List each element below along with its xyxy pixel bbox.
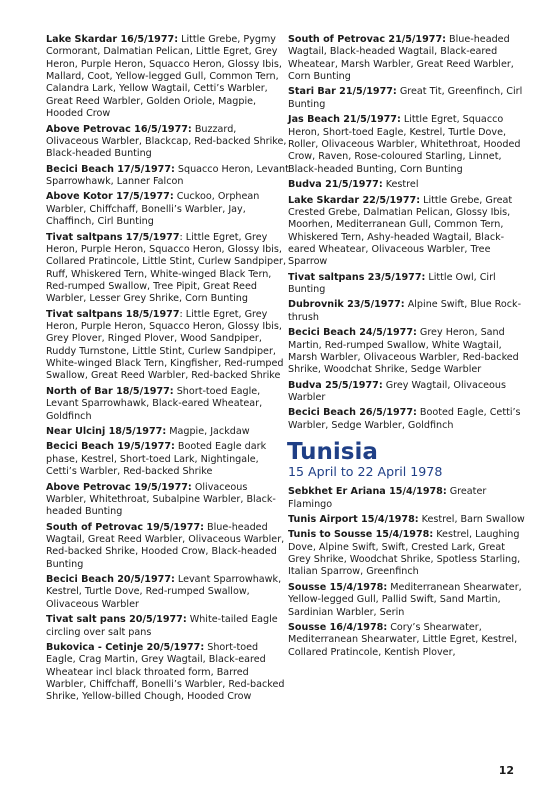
entry-species: Kestrel, Laughing Dove, Alpine Swift, Swift, Crested Lark, Great Grey Shrike, Woodchat Shrike, Spotless Starling, Italian Sparrow, Greenfinch	[288, 529, 521, 578]
sighting-entry	[288, 407, 528, 432]
sighting-entry	[288, 514, 528, 526]
sighting-entry	[46, 309, 290, 383]
entry-species: Blue-headed Wagtail, Black-headed Wagtail, Black-eared Wheatear, Marsh Warbler, Great Reed Warbler, Corn Bunting	[288, 34, 514, 83]
right-column	[288, 34, 528, 662]
section-dates: 15 April to 22 April 1978	[288, 464, 443, 480]
entry-species: Great Tit, Greenfinch, Cirl Bunting	[288, 86, 523, 110]
entry-species: White-tailed Eagle circling over salt pans	[46, 614, 278, 638]
entry-species: Mediterranean Shearwater, Yellow-legged Gull, Pallid Swift, Sand Martin, Sardinian Warbler, Serin	[288, 581, 522, 618]
sighting-entry	[46, 232, 290, 306]
entry-species: Buzzard, Olivaceous Warbler, Blackcap, Red-backed Shrike, Black-headed Bunting	[46, 123, 287, 160]
entry-species: Squacco Heron, Levant Sparrowhawk, Lanner Falcon	[46, 163, 289, 187]
entry-location: Becici Beach 17/5/1977:	[46, 163, 175, 175]
entry-species: Booted Eagle dark phase, Kestrel, Short-toed Lark, Nightingale, Cetti’s Warbler, Red-backed Shrike	[46, 441, 267, 478]
entry-species: : Little Egret, Grey Heron, Purple Heron, Squacco Heron, Glossy Ibis, Grey Plover, Ringed Plover, Wood Sandpiper, Ruddy Turnstone, Little Stint, Curlew Sandpiper, White-winged Black Tern, Kingfisher, Red-rumped Swallow, Great Reed Warbler, Red-backed Shrike	[46, 308, 284, 382]
entry-species: Little Egret, Squacco Heron, Short-toed Eagle, Kestrel, Turtle Dove, Roller, Olivaceous Warbler, Whitethroat, Hooded Crow, Raven, Rose-coloured Starling, Linnet, Black-headed Bunting, Corn Bunting	[288, 114, 521, 175]
sighting-entry	[288, 272, 528, 297]
entry-location: Tivat saltpans 17/5/1977	[46, 231, 180, 243]
sighting-entry	[46, 191, 290, 228]
entry-location: Sousse 15/4/1978:	[288, 581, 388, 593]
entry-location: Above Petrovac 16/5/1977:	[46, 123, 192, 135]
entry-location: Budva 25/5/1977:	[288, 379, 383, 391]
sighting-entry	[46, 386, 290, 423]
entry-location: Lake Skardar 16/5/1977:	[46, 34, 179, 45]
entry-location: Sousse 16/4/1978:	[288, 621, 388, 633]
entry-species: Booted Eagle, Cetti’s Warbler, Sedge Warbler, Goldfinch	[288, 407, 521, 431]
entry-species: Little Grebe, Great Crested Grebe, Dalmatian Pelican, Glossy Ibis, Moorhen, Mediterranean Gull, Common Tern, Whiskered Tern, Ashy-headed Wagtail, Black-eared Wheatear, Olivaceous Warbler, Tree Sparrow	[288, 194, 513, 268]
sighting-entry	[288, 327, 528, 376]
entry-location: Becici Beach 24/5/1977:	[288, 327, 417, 339]
entry-species: Blue-headed Wagtail, Great Reed Warbler, Olivaceous Warbler, Red-backed Shrike, Hooded Crow, Black-headed Bunting	[46, 521, 285, 570]
entry-location: South of Petrovac 21/5/1977:	[288, 34, 446, 45]
entry-location: Tivat saltpans 23/5/1977:	[288, 271, 426, 283]
entry-species: Greater Flamingo	[288, 486, 487, 510]
sighting-entry	[288, 486, 528, 511]
sighting-entry	[46, 614, 290, 639]
sighting-entry	[288, 299, 528, 324]
entry-location: Near Ulcinj 18/5/1977:	[46, 425, 167, 437]
entry-location: Above Petrovac 19/5/1977:	[46, 481, 192, 493]
sighting-entry	[46, 574, 290, 611]
entry-location: South of Petrovac 19/5/1977:	[46, 521, 204, 533]
entry-location: Tunis Airport 15/4/1978:	[288, 513, 419, 525]
entry-location: Stari Bar 21/5/1977:	[288, 86, 397, 98]
entry-species: Short-toed Eagle, Crag Martin, Grey Wagtail, Black-eared Wheatear incl black throated form, Barred Warbler, Chiffchaff, Bonelli’s Warbler, Red-backed Shrike, Yellow-billed Chough, Hooded Crow	[46, 642, 285, 703]
section-title: Tunisia	[287, 439, 378, 466]
sighting-entry	[288, 529, 528, 578]
sighting-entry	[288, 622, 528, 659]
entry-location: Budva 21/5/1977:	[288, 179, 383, 191]
entry-species: Alpine Swift, Blue Rock-thrush	[288, 299, 522, 323]
sighting-entry	[288, 114, 528, 176]
sighting-entry	[46, 426, 290, 438]
entry-location: Jas Beach 21/5/1977:	[288, 114, 401, 126]
sighting-entry	[288, 34, 528, 83]
entry-location: Lake Skardar 22/5/1977:	[288, 194, 421, 206]
entry-location: Bukovica - Cetinje 20/5/1977:	[46, 642, 205, 654]
entry-location: Tivat salt pans 20/5/1977:	[46, 614, 187, 626]
entry-species: Kestrel, Barn Swallow	[418, 513, 525, 525]
entry-species: Short-toed Eagle, Levant Sparrowhawk, Black-eared Wheatear, Goldfinch	[46, 385, 263, 422]
sighting-entry	[288, 195, 528, 269]
entry-species: : Little Egret, Grey Heron, Purple Heron, Squacco Heron, Glossy Ibis, Collared Pratincole, Little Stint, Curlew Sandpiper, Ruff, Whiskered Tern, White-winged Black Tern, Red-rumped Swallow, Tree Pipit, Great Reed Warbler, Lesser Grey Shrike, Corn Bunting	[46, 231, 286, 305]
entry-location: Becici Beach 26/5/1977:	[288, 407, 417, 419]
entry-species: Little Owl, Cirl Bunting	[288, 271, 496, 295]
entry-location: Tunis to Sousse 15/4/1978:	[288, 529, 434, 541]
entry-species: Kestrel	[382, 179, 419, 191]
entry-location: Becici Beach 20/5/1977:	[46, 574, 175, 586]
sighting-entry	[46, 34, 290, 120]
entry-species: Grey Wagtail, Olivaceous Warbler	[288, 379, 506, 404]
sighting-entry	[46, 522, 290, 571]
entry-species: Little Grebe, Pygmy Cormorant, Dalmatian Pelican, Little Egret, Grey Heron, Purple Heron, Squacco Heron, Glossy Ibis, Mallard, Coot, Yellow-legged Gull, Common Tern, Calandra Lark, Yellow Wagtail, Cetti’s Warbler, Great Reed Warbler, Golden Oriole, Magpie, Hooded Crow	[46, 34, 282, 120]
page-number: 12	[498, 764, 514, 777]
entry-species: Grey Heron, Sand Martin, Red-rumped Swallow, White Wagtail, Marsh Warbler, Olivaceous Warbler, Red-backed Shrike, Woodchat Shrike, Sedge Warbler	[288, 327, 519, 376]
entry-species: Cuckoo, Orphean Warbler, Chiffchaff, Bonelli’s Warbler, Jay, Chaffinch, Cirl Bunting	[46, 191, 260, 228]
entry-location: Dubrovnik 23/5/1977:	[288, 299, 405, 311]
entry-location: Sebkhet Er Ariana 15/4/1978:	[288, 486, 447, 498]
left-column	[46, 34, 290, 707]
entry-location: Tivat saltpans 18/5/1977	[46, 308, 180, 320]
entry-location: Above Kotor 17/5/1977:	[46, 191, 174, 203]
sighting-entry	[46, 164, 290, 189]
entry-species: Olivaceous Warbler, Whitethroat, Subalpine Warbler, Black-headed Bunting	[46, 481, 276, 518]
entry-species: Cory’s Shearwater, Mediterranean Shearwater, Little Egret, Kestrel, Collared Pratincole, Kentish Plover,	[288, 621, 518, 658]
sighting-entry	[46, 441, 290, 478]
sighting-entry	[288, 380, 528, 405]
sighting-entry	[46, 482, 290, 519]
sighting-entry	[46, 642, 290, 704]
sighting-entry	[288, 86, 528, 111]
sighting-entry	[288, 179, 528, 191]
entry-species: Levant Sparrowhawk, Kestrel, Turtle Dove, Red-rumped Swallow, Olivaceous Warbler	[46, 574, 282, 610]
entry-species: Magpie, Jackdaw	[166, 425, 250, 437]
sighting-entry	[46, 124, 290, 161]
entry-location: Becici Beach 19/5/1977:	[46, 441, 175, 453]
sighting-entry	[288, 582, 528, 619]
entry-location: North of Bar 18/5/1977:	[46, 385, 174, 397]
